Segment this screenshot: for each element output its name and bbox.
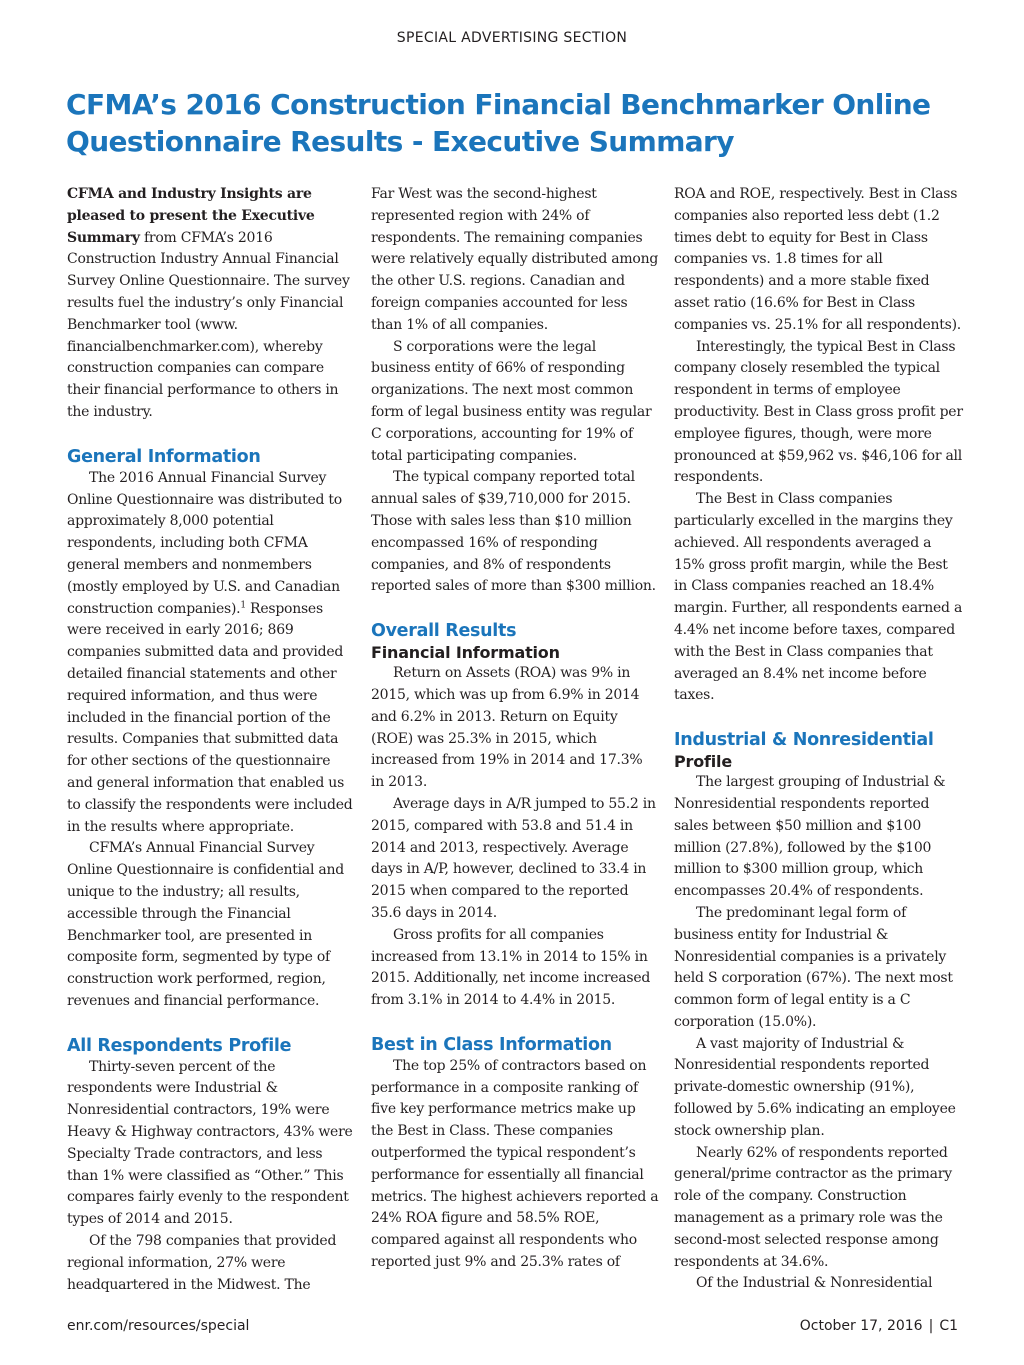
column-1 <box>67 184 355 1296</box>
annual-sales-paragraph: The typical company reported total annual sales of $39,710,000 for 2015. Those with sales less than $10 million encompassed 16% of responding companies, and 8% of respondents reported sales of more than $300 million. <box>371 469 656 595</box>
industrial-legal-form-paragraph: The predominant legal form of business entity for Industrial & Nonresidential companies is a privately held S corporation (67%). The next most common form of legal entity is a C corporation (15.0%). <box>674 904 953 1030</box>
intro-bold-text: CFMA and Industry Insights are pleased to present the Executive Summary <box>67 186 315 246</box>
column-2 <box>371 184 659 1274</box>
general-information-heading: General Information <box>67 446 261 467</box>
industrial-nonresidential-heading: Industrial & Nonresidential <box>674 730 934 751</box>
profile-subheading: Profile <box>674 752 732 772</box>
all-respondents-paragraph-2: Of the 798 companies that provided regional information, 27% were headquartered in the Midwest. The <box>67 1233 337 1293</box>
page-number: C1 <box>939 1318 958 1334</box>
roa-roe-paragraph: Return on Assets (ROA) was 9% in 2015, which was up from 6.9% in 2014 and 6.2% in 2013. Return on Equity (ROE) was 25.3% in 2015, which increased from 19% in 2014 and 17.3% in 2013. <box>371 665 643 791</box>
financial-information-subheading: Financial Information <box>371 643 560 663</box>
general-paragraph-1 <box>67 468 355 839</box>
days-ar-ap-paragraph: Average days in A/R jumped to 55.2 in 2015, compared with 53.8 and 51.4 in 2014 and 2013, respectively. Average days in A/P, however, declined to 33.4 in 2015 when compared to the reported 35.6 days in 2014. <box>371 795 656 921</box>
intro-paragraph <box>67 184 355 424</box>
general-p1-part-a: The 2016 Annual Financial Survey Online Questionnaire was distributed to approximately 8,000 potential respondents, including both CFMA general members and nonmembers (mostly employed by U.S. and Canadian construction companies). <box>67 469 342 617</box>
all-respondents-heading: All Respondents Profile <box>67 1035 292 1056</box>
section-label: SPECIAL ADVERTISING SECTION <box>396 30 628 46</box>
intro-text: from CFMA’s 2016 Construction Industry Annual Financial Survey Online Questionnaire. The survey results fuel the industry’s only Financial Benchmarker tool (www. financialbenchmarker.com), whereby construction companies can compare their financial performance to others in the industry. <box>67 229 350 420</box>
column-3 <box>674 184 964 1295</box>
general-paragraph-2: CFMA’s Annual Financial Survey Online Questionnaire is confidential and unique to the industry; all results, accessible through the Financial Benchmarker tool, are presented in composite form, segmented by type of construction work performed, region, revenues and financial performance. <box>67 840 345 1009</box>
footer-date-page <box>800 1318 958 1334</box>
legal-entity-paragraph: S corporations were the legal business entity of 66% of responding organizations. The next most common form of legal business entity was regular C corporations, accounting for 19% of total participating companies. <box>371 338 652 464</box>
all-respondents-paragraph-1: Thirty-seven percent of the respondents were Industrial & Nonresidential contractors, 19% were Heavy & Highway contractors, 43% were Specialty Trade contractors, and less than 1% were classified as “Other.” This compares fairly evenly to the respondent types of 2014 and 2015. <box>67 1058 353 1228</box>
margins-paragraph: The Best in Class companies particularly excelled in the margins they achieved. All respondents averaged a 15% gross profit margin, while the Best in Class companies reached an 18.4% margin. Further, all respondents earned a 4.4% net income before taxes, compared with the Best in Class companies that averaged an 8.4% net income before taxes. <box>674 491 963 704</box>
best-in-class-paragraph: The top 25% of contractors based on performance in a composite ranking of five key performance metrics make up the Best in Class. These companies outperformed the typical respondent’s performance for essentially all financial metrics. The highest achievers reported a 24% ROA figure and 58.5% ROE, compared against all respondents who reported just 9% and 25.3% rates of <box>371 1057 659 1271</box>
page-title: CFMA’s 2016 Construction Financial Benchmarker Online Questionnaire Results - Executive Summary <box>66 88 931 158</box>
roa-roe-continued-paragraph: ROA and ROE, respectively. Best in Class companies also reported less debt (1.2 times debt to equity for Best in Class companies vs. 1.8 times for all respondents) and a more stable fixed asset ratio (16.6% for Best in Class companies vs. 25.1% for all respondents). <box>674 186 961 333</box>
gross-profit-paragraph: Gross profits for all companies increased from 13.1% in 2014 to 15% in 2015. Additionally, net income increased from 3.1% in 2014 to 4.4% in 2015. <box>371 926 651 1009</box>
footnote-marker: 1 <box>240 599 246 610</box>
industrial-continued-paragraph: Of the Industrial & Nonresidential <box>696 1275 933 1292</box>
productivity-paragraph: Interestingly, the typical Best in Class company closely resembled the typical respondent in terms of employee productivity. Best in Class gross profit per employee figures, though, were more pronounced at $59,962 vs. $46,106 for all respondents. <box>674 338 963 486</box>
overall-results-heading: Overall Results <box>371 621 517 642</box>
region-paragraph: Far West was the second-highest represented region with 24% of respondents. The remaining companies were relatively equally distributed among the other U.S. regions. Canadian and foreign companies accounted for less than 1% of all companies. <box>371 186 659 333</box>
best-in-class-heading: Best in Class Information <box>371 1034 612 1055</box>
industrial-sales-paragraph: The largest grouping of Industrial & Nonresidential respondents reported sales between $50 million and $100 million (27.8%), followed by the $100 million to $300 million group, which encompasses 20.4% of respondents. <box>674 774 946 900</box>
industrial-ownership-paragraph: A vast majority of Industrial & Nonresidential respondents reported private-domestic ownership (91%), followed by 5.6% indicating an employee stock ownership plan. <box>674 1035 956 1139</box>
footer-date: October 17, 2016 <box>799 1318 923 1334</box>
footer-separator: | <box>928 1318 934 1334</box>
industrial-role-paragraph: Nearly 62% of respondents reported general/prime contractor as the primary role of the company. Construction management as a primary role was the second-most selected response among respondents at 34.6%. <box>674 1144 952 1270</box>
footer-url: enr.com/resources/special <box>67 1318 250 1334</box>
general-p1-part-b: Responses were received in early 2016; 869 companies submitted data and provided detailed financial statements and other required information, and thus were included in the financial portion of the results. Companies that submitted data for other sections of the questionnaire and general information that enabled us to classify the respondents were included in the results where appropriate. <box>67 600 353 835</box>
